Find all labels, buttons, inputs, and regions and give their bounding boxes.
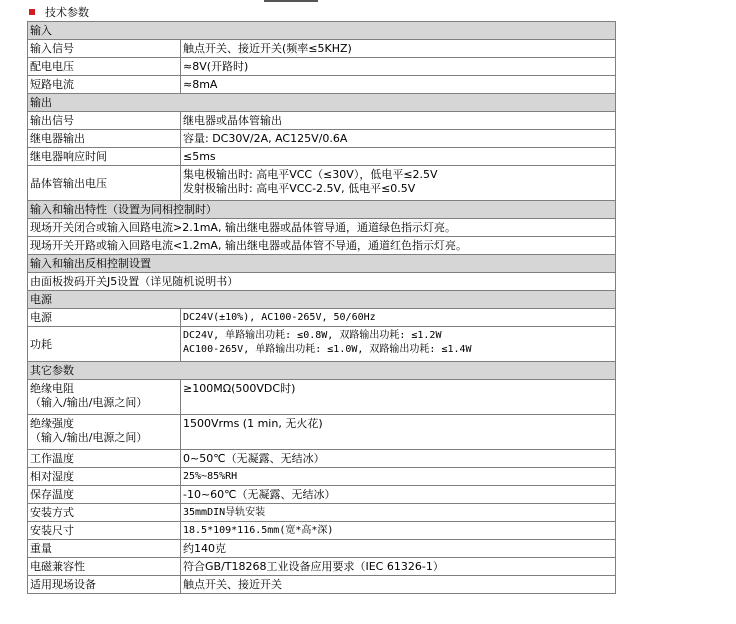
cell-line: （输入/输出/电源之间）: [30, 396, 148, 409]
table-row: 现场开关闭合或输入回路电流>2.1mA, 输出继电器或晶体管导通，通道绿色指示灯亮。: [28, 219, 616, 237]
table-row: 适用现场设备 触点开关、接近开关: [28, 576, 616, 594]
table-row: 短路电流 ≈8mA: [28, 76, 616, 94]
table-row: 由面板拨码开关J5设置（详见随机说明书）: [28, 273, 616, 291]
section-io-characteristics: 输入和输出特性（设置为同相控制时）: [28, 201, 616, 219]
cell-line: 绝缘强度: [30, 417, 74, 430]
cell-line: 绝缘电阻: [30, 382, 74, 395]
table-row: 绝缘电阻 （输入/输出/电源之间） ≥100MΩ(500VDC时): [28, 380, 616, 415]
table-row: 电磁兼容性 符合GB/T18268工业设备应用要求（IEC 61326-1）: [28, 558, 616, 576]
section-input: 输入: [28, 22, 616, 40]
table-row: 继电器输出 容量: DC30V/2A, AC125V/0.6A: [28, 130, 616, 148]
spec-table: [27, 21, 616, 594]
table-row: 输入信号 触点开关、接近开关(频率≤5KHZ): [28, 40, 616, 58]
table-row: 绝缘强度 （输入/输出/电源之间） 1500Vrms (1 min, 无火花): [28, 415, 616, 450]
table-row: 晶体管输出电压 集电极输出时: 高电平VCC（≤30V），低电平≤2.5V 发射极输出时: 高电平VCC-2.5V, 低电平≤0.5V: [28, 166, 616, 201]
table-row: 输出信号 继电器或晶体管输出: [28, 112, 616, 130]
table-row: 电源 DC24V(±10%), AC100-265V, 50/60Hz: [28, 309, 616, 327]
cell-line: 发射极输出时: 高电平VCC-2.5V, 低电平≤0.5V: [183, 182, 416, 195]
section-io-reverse: 输入和输出反相控制设置: [28, 255, 616, 273]
table-row: 保存温度 -10~60℃（无凝露、无结冰）: [28, 486, 616, 504]
page-title: 技术参数: [45, 6, 89, 19]
table-row: 继电器响应时间 ≤5ms: [28, 148, 616, 166]
table-row: 相对湿度 25%~85%RH: [28, 468, 616, 486]
table-row: 现场开关开路或输入回路电流<1.2mA, 输出继电器或晶体管不导通，通道红色指示灯亮。: [28, 237, 616, 255]
cell-line: （输入/输出/电源之间）: [30, 431, 148, 444]
section-other: 其它参数: [28, 362, 616, 380]
table-row: 配电电压 ≈8V(开路时): [28, 58, 616, 76]
table-row: 功耗 DC24V, 单路输出功耗: ≤0.8W, 双路输出功耗: ≤1.2W AC100-265V, 单路输出功耗: ≤1.0W, 双路输出功耗: ≤1.4W: [28, 327, 616, 362]
section-power: 电源: [28, 291, 616, 309]
section-output: 输出: [28, 94, 616, 112]
bullet-icon: [29, 9, 35, 15]
table-row: 安装方式 35mmDIN导轨安装: [28, 504, 616, 522]
cell-line: 集电极输出时: 高电平VCC（≤30V），低电平≤2.5V: [183, 168, 438, 181]
cell-line: AC100-265V, 单路输出功耗: ≤1.0W, 双路输出功耗: ≤1.4W: [183, 344, 472, 355]
top-divider: [264, 0, 318, 2]
table-row: 安装尺寸 18.5*109*116.5mm(宽*高*深): [28, 522, 616, 540]
cell-line: DC24V, 单路输出功耗: ≤0.8W, 双路输出功耗: ≤1.2W: [183, 330, 442, 341]
table-row: 工作温度 0~50℃（无凝露、无结冰）: [28, 450, 616, 468]
section-heading: [29, 4, 89, 20]
table-row: 重量 约140克: [28, 540, 616, 558]
